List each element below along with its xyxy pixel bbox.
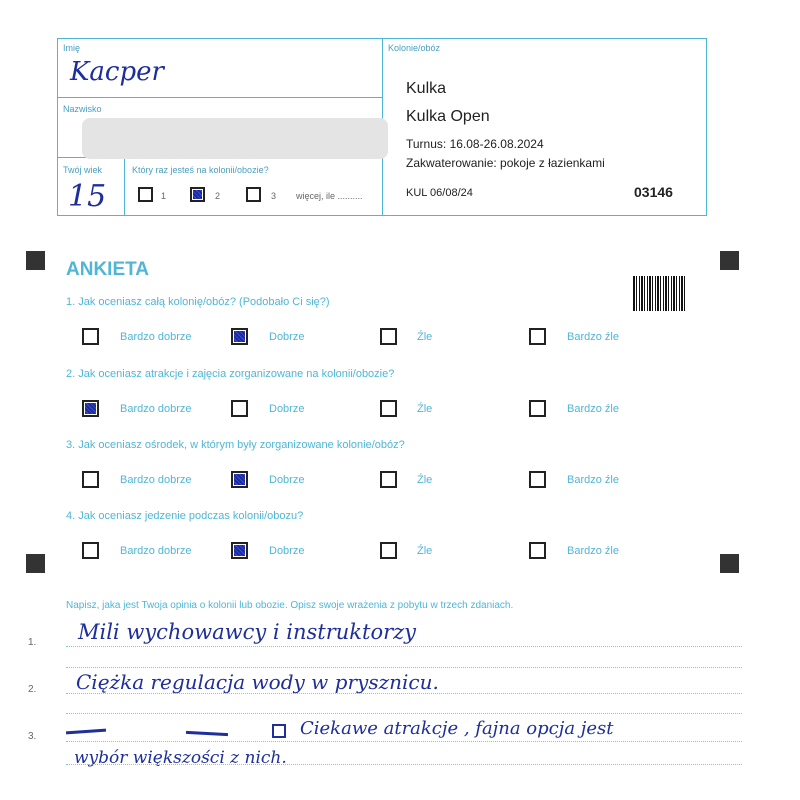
answer-line-1a [66, 646, 742, 647]
question-3-text: 3. Jak oceniasz ośrodek, w którym były zorganizowane kolonie/obóz? [66, 439, 405, 451]
registration-marker-top-right [720, 251, 739, 270]
question-2-option-3-label: Źle [417, 403, 433, 415]
question-4-option-2-label: Dobrze [269, 545, 305, 557]
wiek-label: Twój wiek [63, 165, 103, 175]
question-1-option-2-label: Dobrze [269, 331, 305, 343]
survey-title: ANKIETA [66, 259, 150, 280]
visit-count-1-label: 1 [161, 191, 167, 201]
question-3-option-1-label: Bardzo dobrze [120, 474, 192, 486]
question-2-option-4-checkbox[interactable] [529, 400, 546, 417]
question-3-option-1-checkbox[interactable] [82, 471, 99, 488]
question-2-option-1-label: Bardzo dobrze [120, 403, 192, 415]
wiecej-label: więcej, ile .......... [296, 191, 363, 201]
question-1-option-4-label: Bardzo źle [567, 331, 619, 343]
visit-count-2-label: 2 [215, 191, 221, 201]
visit-count-2-checkbox[interactable] [190, 187, 205, 202]
question-1-option-3-checkbox[interactable] [380, 328, 397, 345]
question-2-option-3-checkbox[interactable] [380, 400, 397, 417]
registration-marker-top-left [26, 251, 45, 270]
answer-3-text[interactable]: Ciekawe atrakcje , fajna opcja jest [300, 718, 614, 739]
answer-3-continued[interactable]: wybór większości z nich. [74, 748, 287, 768]
visit-count-3-label: 3 [271, 191, 277, 201]
question-4-option-1-checkbox[interactable] [82, 542, 99, 559]
answer-line-1b [66, 667, 742, 668]
question-3-option-2-label: Dobrze [269, 474, 305, 486]
question-3-option-4-label: Bardzo źle [567, 474, 619, 486]
answer-line-3b [66, 764, 742, 765]
question-4-option-3-label: Źle [417, 545, 433, 557]
camp-name: Kulka [406, 80, 447, 97]
header-form [57, 38, 707, 216]
answer-line-2a [66, 693, 742, 694]
question-2-text: 2. Jak oceniasz atrakcje i zajęcia zorganizowane na kolonii/obozie? [66, 368, 395, 380]
question-1-option-4-checkbox[interactable] [529, 328, 546, 345]
camp-program: Kulka Open [406, 108, 490, 125]
form-code: KUL 06/08/24 [406, 187, 473, 199]
question-3-option-2-checkbox[interactable] [231, 471, 248, 488]
crossed-out-word-2 [186, 731, 228, 736]
question-2-option-2-label: Dobrze [269, 403, 305, 415]
question-4-option-3-checkbox[interactable] [380, 542, 397, 559]
question-1-option-3-label: Źle [417, 331, 433, 343]
question-3-option-4-checkbox[interactable] [529, 471, 546, 488]
wiek-value: 15 [68, 179, 107, 214]
registration-marker-bottom-left [26, 554, 45, 573]
answer-3-number: 3. [28, 731, 37, 742]
question-2-option-4-label: Bardzo źle [567, 403, 619, 415]
question-4-text: 4. Jak oceniasz jedzenie podczas kolonii/obozu? [66, 510, 304, 522]
answer-2-number: 2. [28, 684, 37, 695]
question-3-option-3-label: Źle [417, 474, 433, 486]
turnus: Turnus: 16.08-26.08.2024 [406, 137, 544, 151]
question-4-option-1-label: Bardzo dobrze [120, 545, 192, 557]
question-3-option-3-checkbox[interactable] [380, 471, 397, 488]
question-4-option-2-checkbox[interactable] [231, 542, 248, 559]
zakwaterowanie: Zakwaterowanie: pokoje z łazienkami [406, 156, 605, 170]
answer-line-3a [66, 741, 742, 742]
question-4-option-4-label: Bardzo źle [567, 545, 619, 557]
crossed-out-word-3 [272, 724, 286, 738]
barcode [633, 276, 685, 311]
question-1-option-2-checkbox[interactable] [231, 328, 248, 345]
visit-count-1-checkbox[interactable] [138, 187, 153, 202]
opinion-prompt: Napisz, jaka jest Twoja opinia o kolonii lub obozie. Opisz swoje wrażenia z pobytu w trzech zdaniach. [66, 600, 514, 611]
visit-count-3-checkbox[interactable] [246, 187, 261, 202]
question-1-text: 1. Jak oceniasz całą kolonię/obóz? (Podobało Ci się?) [66, 296, 330, 308]
question-4-option-4-checkbox[interactable] [529, 542, 546, 559]
imie-label: Imię [63, 43, 81, 53]
answer-line-2b [66, 713, 742, 714]
imie-value: Kacper [70, 57, 164, 87]
kolonie-label: Kolonie/obóz [388, 43, 441, 53]
question-1-option-1-label: Bardzo dobrze [120, 331, 192, 343]
answer-2-text[interactable]: Ciężka regulacja wody w prysznicu. [76, 670, 439, 694]
answer-1-number: 1. [28, 637, 37, 648]
ktory-raz-label: Który raz jesteś na kolonii/obozie? [132, 165, 269, 175]
form-number: 03146 [634, 184, 673, 200]
question-2-option-1-checkbox[interactable] [82, 400, 99, 417]
registration-marker-bottom-right [720, 554, 739, 573]
redacted-surname [82, 118, 388, 159]
answer-1-text[interactable]: Mili wychowawcy i instruktorzy [78, 620, 417, 644]
nazwisko-label: Nazwisko [63, 104, 102, 114]
question-1-option-1-checkbox[interactable] [82, 328, 99, 345]
crossed-out-word-1 [66, 729, 106, 735]
question-2-option-2-checkbox[interactable] [231, 400, 248, 417]
